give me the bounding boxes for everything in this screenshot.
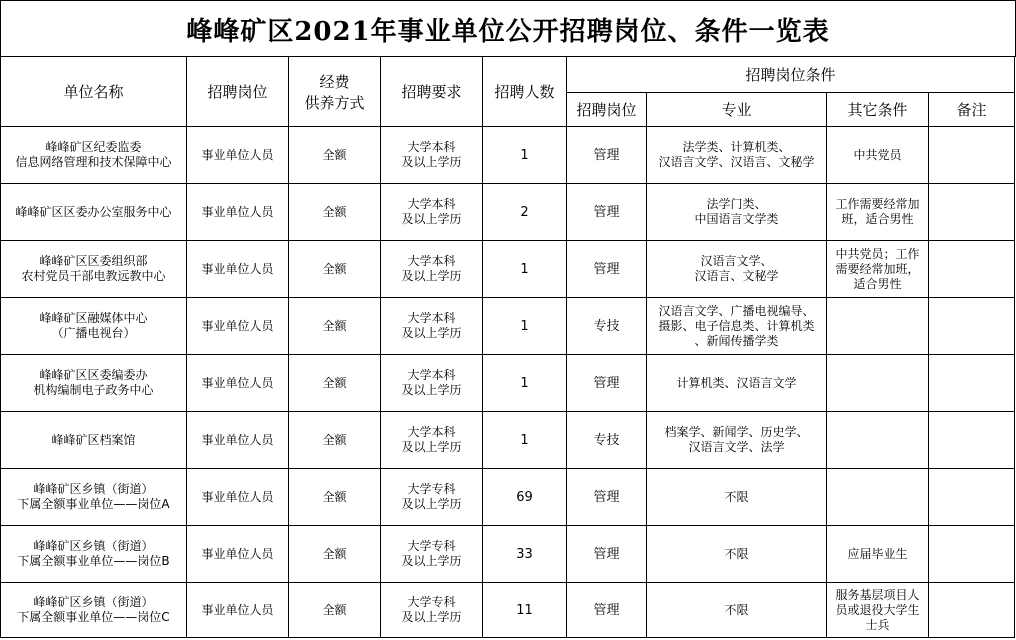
cell-remark	[929, 241, 1015, 298]
cell-count: 1	[483, 298, 567, 355]
table-row	[1, 412, 1015, 469]
cell-requirement: 大学本科 及以上学历	[381, 184, 483, 241]
cell-funding: 全额	[289, 412, 381, 469]
cell-post: 事业单位人员	[187, 355, 289, 412]
cell-other	[827, 355, 929, 412]
cell-post: 事业单位人员	[187, 469, 289, 526]
cell-remark	[929, 184, 1015, 241]
header-post: 招聘岗位	[187, 57, 289, 127]
cell-count: 1	[483, 127, 567, 184]
cell-other	[827, 298, 929, 355]
cell-funding: 全额	[289, 184, 381, 241]
cell-count: 1	[483, 355, 567, 412]
cell-post: 事业单位人员	[187, 583, 289, 638]
cell-post-type: 管理	[567, 526, 647, 583]
cell-unit: 峰峰矿区乡镇（街道） 下属全额事业单位——岗位C	[1, 583, 187, 638]
cell-other	[827, 469, 929, 526]
cell-remark	[929, 526, 1015, 583]
recruitment-table	[0, 56, 1015, 638]
cell-requirement: 大学专科 及以上学历	[381, 469, 483, 526]
cell-remark	[929, 469, 1015, 526]
cell-major: 汉语言文学、广播电视编导、 摄影、电子信息类、计算机类 、新闻传播学类	[647, 298, 827, 355]
header-remark: 备注	[929, 93, 1015, 127]
cell-unit: 峰峰矿区区委组织部 农村党员干部电教远教中心	[1, 241, 187, 298]
cell-unit: 峰峰矿区档案馆	[1, 412, 187, 469]
header-count: 招聘人数	[483, 57, 567, 127]
cell-major: 计算机类、汉语言文学	[647, 355, 827, 412]
cell-other: 应届毕业生	[827, 526, 929, 583]
cell-unit: 峰峰矿区融媒体中心 （广播电视台）	[1, 298, 187, 355]
cell-remark	[929, 355, 1015, 412]
cell-funding: 全额	[289, 469, 381, 526]
cell-post-type: 管理	[567, 241, 647, 298]
table-row	[1, 526, 1015, 583]
cell-major: 法学门类、 中国语言文学类	[647, 184, 827, 241]
header-row-top	[1, 57, 1015, 93]
cell-remark	[929, 127, 1015, 184]
cell-remark	[929, 298, 1015, 355]
cell-other: 中共党员；工作 需要经常加班， 适合男性	[827, 241, 929, 298]
cell-requirement: 大学本科 及以上学历	[381, 241, 483, 298]
cell-count: 2	[483, 184, 567, 241]
table-row	[1, 583, 1015, 638]
cell-post-type: 专技	[567, 298, 647, 355]
cell-post-type: 管理	[567, 127, 647, 184]
cell-major: 档案学、新闻学、历史学、 汉语言文学、法学	[647, 412, 827, 469]
cell-funding: 全额	[289, 526, 381, 583]
cell-post: 事业单位人员	[187, 412, 289, 469]
page-title: 峰峰矿区2021年事业单位公开招聘岗位、条件一览表	[0, 0, 1016, 57]
table-row	[1, 469, 1015, 526]
header-major: 专业	[647, 93, 827, 127]
table-row	[1, 241, 1015, 298]
header-unit: 单位名称	[1, 57, 187, 127]
header-conditions: 招聘岗位条件	[567, 57, 1015, 93]
cell-major: 汉语言文学、 汉语言、文秘学	[647, 241, 827, 298]
cell-count: 1	[483, 241, 567, 298]
cell-post: 事业单位人员	[187, 127, 289, 184]
cell-post-type: 专技	[567, 412, 647, 469]
cell-unit: 峰峰矿区乡镇（街道） 下属全额事业单位——岗位B	[1, 526, 187, 583]
cell-post-type: 管理	[567, 355, 647, 412]
cell-unit: 峰峰矿区纪委监委 信息网络管理和技术保障中心	[1, 127, 187, 184]
cell-remark	[929, 583, 1015, 638]
cell-major: 不限	[647, 526, 827, 583]
header-funding: 经费 供养方式	[289, 57, 381, 127]
table-row	[1, 127, 1015, 184]
cell-requirement: 大学专科 及以上学历	[381, 583, 483, 638]
cell-post: 事业单位人员	[187, 526, 289, 583]
header-post-type: 招聘岗位	[567, 93, 647, 127]
cell-count: 11	[483, 583, 567, 638]
cell-post: 事业单位人员	[187, 184, 289, 241]
table-row	[1, 355, 1015, 412]
cell-major: 不限	[647, 583, 827, 638]
cell-unit: 峰峰矿区区委办公室服务中心	[1, 184, 187, 241]
cell-post: 事业单位人员	[187, 241, 289, 298]
header-other: 其它条件	[827, 93, 929, 127]
cell-major: 不限	[647, 469, 827, 526]
cell-count: 69	[483, 469, 567, 526]
cell-post: 事业单位人员	[187, 298, 289, 355]
cell-other	[827, 412, 929, 469]
header-requirement: 招聘要求	[381, 57, 483, 127]
cell-requirement: 大学专科 及以上学历	[381, 526, 483, 583]
cell-funding: 全额	[289, 298, 381, 355]
cell-unit: 峰峰矿区区委编委办 机构编制电子政务中心	[1, 355, 187, 412]
cell-funding: 全额	[289, 355, 381, 412]
cell-other: 中共党员	[827, 127, 929, 184]
cell-post-type: 管理	[567, 184, 647, 241]
cell-major: 法学类、计算机类、 汉语言文学、汉语言、文秘学	[647, 127, 827, 184]
cell-post-type: 管理	[567, 469, 647, 526]
cell-remark	[929, 412, 1015, 469]
cell-unit: 峰峰矿区乡镇（街道） 下属全额事业单位——岗位A	[1, 469, 187, 526]
cell-count: 1	[483, 412, 567, 469]
cell-post-type: 管理	[567, 583, 647, 638]
table-row	[1, 184, 1015, 241]
cell-other: 服务基层项目人 员或退役大学生 士兵	[827, 583, 929, 638]
cell-funding: 全额	[289, 127, 381, 184]
cell-requirement: 大学本科 及以上学历	[381, 127, 483, 184]
cell-requirement: 大学本科 及以上学历	[381, 412, 483, 469]
cell-other: 工作需要经常加 班，适合男性	[827, 184, 929, 241]
cell-funding: 全额	[289, 241, 381, 298]
cell-funding: 全额	[289, 583, 381, 638]
cell-count: 33	[483, 526, 567, 583]
table-row	[1, 298, 1015, 355]
cell-requirement: 大学本科 及以上学历	[381, 355, 483, 412]
cell-requirement: 大学本科 及以上学历	[381, 298, 483, 355]
